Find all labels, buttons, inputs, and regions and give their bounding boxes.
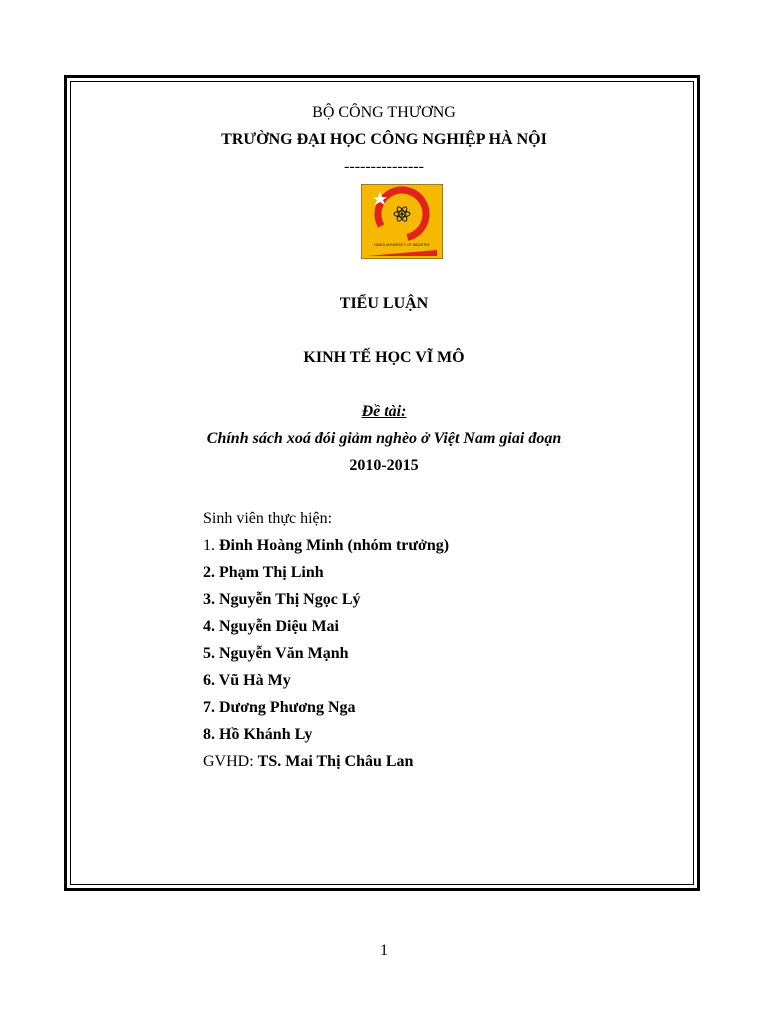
ministry-name: BỘ CÔNG THƯƠNG [312,104,456,121]
student-list [203,508,449,778]
university-logo [361,184,443,259]
student-name: Nguyễn Diệu Mai [219,618,339,635]
subject-title: KINH TẾ HỌC VĨ MÔ [303,349,465,366]
student-list-heading: Sinh viên thực hiện: [203,510,333,527]
student-item [203,670,449,697]
advisor-line [203,751,449,778]
topic-title-line-2: 2010-2015 [349,457,419,474]
topic-title-line-1: Chính sách xoá đói giảm nghèo ở Việt Nam giai đoạn [206,430,562,447]
student-name: Nguyễn Văn Mạnh [219,645,349,662]
advisor-label: GVHD: [203,753,254,770]
university-name: TRƯỜNG ĐẠI HỌC CÔNG NGHIỆP HÀ NỘI [221,131,547,148]
document-type: TIỂU LUẬN [339,295,429,312]
student-number: 5. [203,645,215,662]
student-number: 8. [203,726,215,743]
student-number: 1. [203,537,215,554]
student-item [203,535,449,562]
student-name: Hồ Khánh Ly [219,726,313,743]
topic-label: Đề tài: [361,403,407,420]
student-name: Đinh Hoàng Minh (nhóm trưởng) [219,537,450,554]
student-name: Nguyễn Thị Ngọc Lý [219,591,361,608]
student-number: 2. [203,564,215,581]
advisor-name: TS. Mai Thị Châu Lan [257,753,414,770]
student-name: Dương Phương Nga [219,699,356,716]
logo-caption: HANOI UNIVERSITY OF INDUSTRY [374,243,430,247]
student-number: 7. [203,699,215,716]
student-number: 3. [203,591,215,608]
logo-atom-nucleus [400,212,403,215]
student-item [203,562,449,589]
student-name: Vũ Hà My [218,672,291,689]
student-number: 6. [203,672,215,689]
student-item [203,616,449,643]
student-name: Phạm Thị Linh [219,564,324,581]
student-item [203,724,449,751]
student-item [203,643,449,670]
student-number: 4. [203,618,215,635]
student-item [203,589,449,616]
page-number: 1 [380,942,388,959]
student-item [203,697,449,724]
separator: --------------- [344,158,424,175]
